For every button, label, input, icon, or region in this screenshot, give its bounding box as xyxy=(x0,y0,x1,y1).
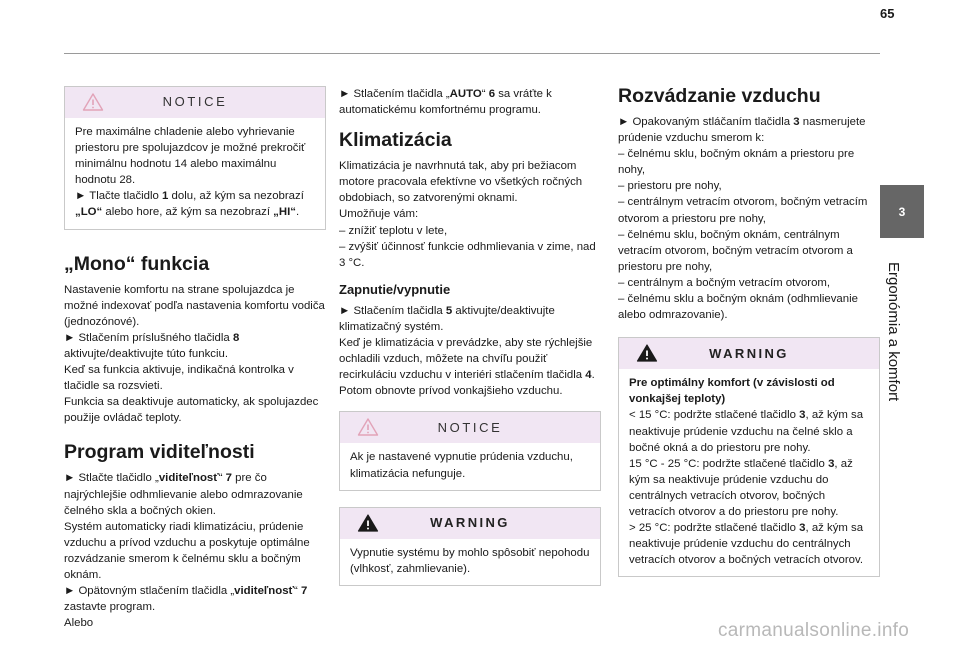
notice-label: NOTICE xyxy=(162,94,228,110)
warning-body xyxy=(619,369,879,576)
column-1 xyxy=(64,86,326,631)
warning-body xyxy=(340,539,600,585)
mono-deactivate-text: Funkcia sa deaktivuje automaticky, ak spolujazdec použije ovládač teploty. xyxy=(64,396,319,425)
mono-instruction: ► Stlačením príslušného tlačidla 8 aktivujte/deaktivujte túto funkciu. xyxy=(64,331,240,360)
warning-box xyxy=(339,507,601,586)
warning-line: < 15 °C: podržte stlačené tlačidlo 3, až kým sa neaktivuje prúdenie vzduchu na čelné sklo a bočné okná a do priestoru pre nohy. xyxy=(629,409,864,454)
warning-line: 15 °C - 25 °C: podržte stlačené tlačidlo 3, až kým sa neaktivuje prúdenie vzduchu do centrálnych vetracích otvorov, bočných vetracích otvorov a do priestoru pre nohy. xyxy=(629,457,853,518)
notice-box xyxy=(339,411,601,490)
mono-text: Nastavenie komfortu na strane spolujazdca je možné indexovať podľa nastavenia komfortu vodiča (jednozónové). xyxy=(64,283,325,328)
visibility-heading: Program viditeľnosti xyxy=(64,441,255,464)
warning-line: > 25 °C: podržte stlačené tlačidlo 3, až kým sa neaktivuje prúdenie vzduchu do centrálnych vetracích otvorov a bočných vetracích otvorov. xyxy=(629,522,864,567)
warning-triangle-icon xyxy=(357,417,379,437)
chapter-title: Ergonómia a komfort xyxy=(885,262,902,402)
warning-triangle-icon xyxy=(82,92,104,112)
onoff-instruction: ► Stlačením tlačidla 5 aktivujte/deaktivujte klimatizačný systém. xyxy=(339,304,555,333)
auto-instruction: ► Stlačením tlačidla „AUTO“ 6 sa vráťte k automatickému komfortnému programu. xyxy=(339,88,552,117)
air-list-item: – centrálnym a bočným vetracím otvorom, xyxy=(618,276,831,289)
notice-text: Ak je nastavené vypnutie prúdenia vzduchu, klimatizácia nefunguje. xyxy=(350,451,573,480)
ac-list-item: – zvýšiť účinnosť funkcie odhmlievania v zime, nad 3 °C. xyxy=(339,240,596,269)
ac-list-item: – znížiť teplotu v lete, xyxy=(339,224,448,237)
warning-label: WARNING xyxy=(709,345,789,361)
warning-triangle-icon xyxy=(357,513,379,533)
notice-box xyxy=(64,86,326,230)
mono-heading: „Mono“ funkcia xyxy=(64,252,210,275)
visibility-stop: ► Opätovným stlačením tlačidla „viditeľnosť“ 7 zastavte program. xyxy=(64,585,308,614)
onoff-heading: Zapnutie/vypnutie xyxy=(339,281,451,297)
notice-text: Pre maximálne chladenie alebo vyhrievanie priestoru pre spolujazdcov je možné prekročiť minimálnu hodnotu 14 alebo maximálnu hodnotu 28. xyxy=(75,126,306,187)
notice-body xyxy=(65,118,325,229)
header-rule xyxy=(64,53,880,54)
notice-header xyxy=(65,87,325,118)
ac-allows: Umožňuje vám: xyxy=(339,208,419,221)
air-list-item: – čelnému sklu, bočným oknám a priestoru pre nohy, xyxy=(618,148,855,177)
air-list-item: – centrálnym vetracím otvorom, bočným vetracím otvorom a priestoru pre nohy, xyxy=(618,196,868,225)
warning-text: Vypnutie systému by mohlo spôsobiť nepohodu (vlhkosť, zahmlievanie). xyxy=(350,546,590,575)
air-distribution-instruction: ► Opakovaným stláčaním tlačidla 3 nasmerujete prúdenie vzduchu smerom k: xyxy=(618,116,866,145)
chapter-tab[interactable]: 3 xyxy=(880,185,924,238)
warning-header xyxy=(619,338,879,369)
notice-instruction: ► Tlačte tlačidlo 1 dolu, až kým sa nezobrazí „LO“ alebo hore, až kým sa nezobrazí „HI“. xyxy=(75,190,304,219)
air-list-item: – priestoru pre nohy, xyxy=(618,180,722,193)
warning-triangle-icon xyxy=(636,343,658,363)
warning-heading: Pre optimálny komfort (v závislosti od vonkajšej teploty) xyxy=(629,377,835,406)
ac-text: Klimatizácia je navrhnutá tak, aby pri bežiacom motore pracovala efektívne vo všetkých ročných obdobiach, so zatvorenými oknami. xyxy=(339,160,583,205)
column-2 xyxy=(339,86,601,602)
visibility-text: Systém automaticky riadi klimatizáciu, prúdenie vzduchu a prívod vzduchu a poskytuje optimálne rozvádzanie smerom k čelnému sklu a bočným oknám. xyxy=(64,520,310,581)
warning-header xyxy=(340,508,600,539)
air-list-item: – čelnému sklu a bočným oknám (odhmlievanie alebo odmrazovanie). xyxy=(618,293,858,322)
visibility-instruction: ► Stlačte tlačidlo „viditeľnosť“ 7 pre čo najrýchlejšie odhmlievanie alebo odmrazovanie čelného skla a bočných okien. xyxy=(64,472,303,517)
air-list-item: – čelnému sklu, bočným oknám, centrálnym vetracím otvorom, bočným vetracím otvorom a priestoru pre nohy, xyxy=(618,228,853,273)
notice-header xyxy=(340,412,600,443)
notice-label: NOTICE xyxy=(437,419,503,435)
onoff-text: Keď je klimatizácia v prevádzke, aby ste rýchlejšie ochladili vzduch, môžete na chvíľu použiť recirkuláciu vzduchu v interiéri stlačením tlačidla 4. Potom obnovte prívod vonkajšieho vzduchu. xyxy=(339,337,595,398)
page-number: 65 xyxy=(880,6,895,21)
ac-heading: Klimatizácia xyxy=(339,129,452,152)
notice-body xyxy=(340,443,600,489)
warning-box xyxy=(618,337,880,577)
footer-watermark: carmanualsonline.info xyxy=(718,620,910,641)
warning-label: WARNING xyxy=(430,515,510,531)
column-3 xyxy=(618,86,880,593)
mono-indicator-text: Keď sa funkcia aktivuje, indikačná kontrolka v tlačidle sa rozsvieti. xyxy=(64,364,294,393)
visibility-or: Alebo xyxy=(64,617,94,630)
air-distribution-heading: Rozvádzanie vzduchu xyxy=(618,85,821,107)
